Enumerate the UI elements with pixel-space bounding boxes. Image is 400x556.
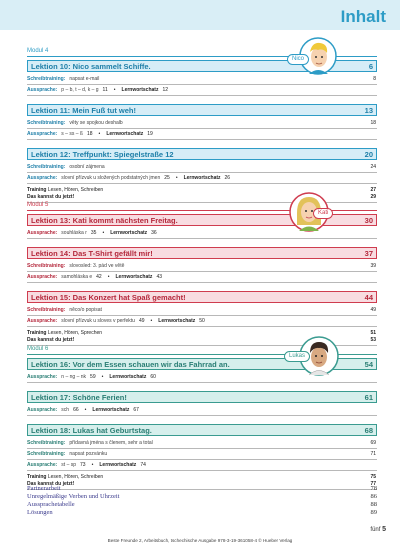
lernwortschatz-label: Lernwortschatz — [92, 407, 130, 413]
appendix-label: Lösungen — [27, 509, 53, 516]
kannst-du-label: Das kannst du jetzt! — [27, 480, 75, 487]
row-page: 42 — [96, 274, 102, 280]
lesson-title: Lektion 12: Treffpunkt: Spiegelstraße 12 — [31, 150, 174, 159]
lernwortschatz-page: 67 — [133, 407, 139, 413]
lesson-18[interactable] — [27, 424, 377, 436]
training-text: Lesen, Hören, Schreiben — [47, 187, 104, 193]
lernwortschatz-label: Lernwortschatz — [99, 462, 137, 468]
lernwortschatz-page: 50 — [199, 318, 205, 324]
row-label: Aussprache: — [27, 230, 58, 236]
row-text: osobní zájmena — [69, 164, 105, 170]
row-label: Aussprache: — [27, 374, 58, 380]
bullet-icon: • — [175, 175, 178, 181]
training-page: 29 — [370, 193, 376, 200]
row-text: p – b, t – d, k – g — [61, 87, 99, 93]
row-aussprache — [27, 129, 377, 140]
training-page: 51 — [370, 330, 376, 336]
row-page: 25 — [164, 175, 170, 181]
appendix-label: Partnerarbeit — [27, 485, 61, 492]
training-page: 77 — [370, 480, 376, 487]
row-label: Aussprache: — [27, 407, 58, 413]
training-text: Lesen, Hören, Schreiben — [47, 474, 104, 480]
row-text: napsat e-mail — [69, 76, 100, 82]
row-text: přídavná jména s členem, sehr a total — [69, 440, 153, 446]
lesson-page: 61 — [364, 393, 373, 402]
bullet-icon: • — [98, 131, 101, 137]
lesson-15[interactable] — [27, 291, 377, 303]
row-text: souhláska r — [61, 230, 87, 236]
lernwortschatz-label: Lernwortschatz — [158, 318, 196, 324]
row-text: věty se spojkou deshalb — [69, 120, 123, 126]
lesson-page: 30 — [364, 216, 373, 225]
page-number — [370, 526, 386, 533]
nico-name-tag: Nico — [287, 54, 309, 65]
bullet-icon: • — [84, 407, 87, 413]
row-label: Schreibtraining: — [27, 263, 66, 269]
lesson-title: Lektion 14: Das T-Shirt gefällt mir! — [31, 249, 153, 258]
bullet-icon: • — [113, 87, 116, 93]
lesson-17[interactable] — [27, 391, 377, 403]
lesson-page: 13 — [364, 106, 373, 115]
bullet-icon: • — [101, 374, 104, 380]
row-text: slovní přízvuk u sloves v perfektu — [61, 318, 135, 324]
kannst-du-label: Das kannst du jetzt! — [27, 336, 75, 343]
lernwortschatz-page: 12 — [162, 87, 169, 93]
row-text: sch — [61, 407, 70, 413]
row-label: Schreibtraining: — [27, 307, 66, 313]
row-label: Aussprache: — [27, 87, 58, 93]
page-word: fünf — [370, 527, 381, 533]
kati-name-tag: Kati — [313, 208, 333, 219]
publisher-credit: Beste Freunde 2, Arbeitsbuch, tschechische Ausgabe 978-3-19-361058-4 © Hueber Verlag — [107, 538, 293, 543]
appendix-item[interactable] — [27, 485, 377, 493]
row-aussprache — [27, 272, 377, 283]
lesson-title: Lektion 10: Nico sammelt Schiffe. — [31, 62, 151, 71]
row-schreibtraining — [27, 261, 377, 272]
module-label: Modul 4 — [27, 47, 377, 57]
row-page: 24 — [370, 164, 376, 170]
row-aussprache — [27, 316, 377, 327]
lesson-12[interactable] — [27, 148, 377, 160]
row-label: Aussprache: — [27, 318, 58, 324]
training-page: 27 — [370, 187, 376, 193]
row-text: s – ss – ß — [61, 131, 83, 137]
lesson-title: Lektion 13: Kati kommt nächsten Freitag. — [31, 216, 178, 225]
lesson-title: Lektion 11: Mein Fuß tut weh! — [31, 106, 136, 115]
training-page: 53 — [370, 336, 376, 343]
row-schreibtraining — [27, 162, 377, 173]
lernwortschatz-page: 60 — [150, 374, 156, 380]
lernwortschatz-page: 19 — [147, 131, 153, 137]
appendix-list — [27, 485, 377, 517]
row-text: napsat pozvánku — [69, 451, 108, 457]
appendix-label: Aussprachetabelle — [27, 501, 75, 508]
row-page: 39 — [370, 263, 376, 269]
row-page: 35 — [90, 230, 97, 236]
kannst-du-label: Das kannst du jetzt! — [27, 193, 75, 200]
row-page: 8 — [373, 76, 376, 82]
bullet-icon: • — [102, 230, 105, 236]
row-text: slovní přízvuk u složených podstatných jmen — [61, 175, 161, 181]
row-label: Schreibtraining: — [27, 164, 66, 170]
lesson-page: 6 — [368, 62, 373, 71]
row-label: Aussprache: — [27, 131, 58, 137]
lernwortschatz-label: Lernwortschatz — [121, 87, 159, 93]
lernwortschatz-page: 26 — [224, 175, 231, 181]
module-label: Modul 5 — [27, 201, 377, 211]
row-text: n – ng – nk — [61, 374, 87, 380]
bullet-icon: • — [107, 274, 110, 280]
training-text: Lesen, Hören, Sprechen — [47, 330, 103, 336]
bullet-icon: • — [150, 318, 153, 324]
appendix-page: 78 — [370, 485, 377, 492]
appendix-item[interactable] — [27, 509, 377, 517]
bullet-icon: • — [91, 462, 94, 468]
lesson-title: Lektion 15: Das Konzert hat Spaß gemacht! — [31, 293, 186, 302]
row-page: 71 — [370, 451, 376, 457]
lukas-name-tag: Lukas — [284, 351, 310, 362]
module-label: Modul 6 — [27, 345, 377, 355]
row-aussprache — [27, 173, 377, 184]
row-label: Aussprache: — [27, 274, 58, 280]
lesson-page: 44 — [364, 293, 373, 302]
row-label: Schreibtraining: — [27, 440, 66, 446]
appendix-page: 86 — [370, 493, 377, 500]
row-page: 73 — [80, 462, 86, 468]
lesson-page: 54 — [364, 360, 373, 369]
lernwortschatz-page: 36 — [151, 230, 157, 236]
lesson-title: Lektion 17: Schöne Ferien! — [31, 393, 127, 402]
lernwortschatz-label: Lernwortschatz — [183, 175, 221, 181]
lesson-page: 20 — [364, 150, 373, 159]
lernwortschatz-page: 43 — [156, 274, 162, 280]
row-label: Schreibtraining: — [27, 451, 66, 457]
row-label: Schreibtraining: — [27, 76, 66, 82]
row-page: 59 — [90, 374, 96, 380]
lesson-14[interactable] — [27, 247, 377, 259]
row-schreibtraining — [27, 305, 377, 316]
row-text: samohláska e — [61, 274, 93, 280]
page-title: Inhalt — [340, 7, 386, 26]
appendix-item[interactable] — [27, 501, 377, 509]
row-aussprache — [27, 460, 377, 471]
lernwortschatz-page: 74 — [140, 462, 146, 468]
lernwortschatz-label: Lernwortschatz — [109, 374, 147, 380]
lesson-title: Lektion 16: Vor dem Essen schauen wir das Fahrrad an. — [31, 360, 230, 369]
row-label: Aussprache: — [27, 175, 58, 181]
lernwortschatz-label: Lernwortschatz — [110, 230, 148, 236]
lesson-title: Lektion 18: Lukas hat Geburtstag. — [31, 426, 152, 435]
appendix-page: 89 — [370, 509, 377, 516]
row-aussprache — [27, 85, 377, 96]
row-page: 66 — [73, 407, 79, 413]
training-label: Training — [27, 474, 47, 480]
row-page: 49 — [138, 318, 145, 324]
lesson-11[interactable] — [27, 104, 377, 116]
row-label: Aussprache: — [27, 462, 58, 468]
row-schreibtraining — [27, 449, 377, 460]
row-text: něco/o popisat — [69, 307, 102, 313]
page-num: 5 — [382, 526, 386, 533]
lesson-page: 68 — [364, 426, 373, 435]
row-text: slovosled: 3. pád ve větě — [69, 263, 125, 269]
row-page: 18 — [370, 120, 376, 126]
training-label: Training — [27, 187, 47, 193]
training-page: 75 — [370, 474, 376, 480]
row-page: 11 — [102, 87, 108, 93]
lernwortschatz-label: Lernwortschatz — [115, 274, 153, 280]
appendix-label: Unregelmäßige Verben und Uhrzeit — [27, 493, 120, 500]
lernwortschatz-label: Lernwortschatz — [106, 131, 144, 137]
lesson-page: 37 — [364, 249, 373, 258]
row-schreibtraining — [27, 438, 377, 449]
row-page: 49 — [370, 307, 376, 313]
row-schreibtraining — [27, 118, 377, 129]
appendix-page: 88 — [370, 501, 377, 508]
row-label: Schreibtraining: — [27, 120, 66, 126]
appendix-item[interactable] — [27, 493, 377, 501]
row-page: 69 — [370, 440, 376, 446]
row-page: 18 — [86, 131, 93, 137]
row-text: st – sp — [61, 462, 77, 468]
training-label: Training — [27, 330, 47, 336]
row-aussprache — [27, 405, 377, 416]
